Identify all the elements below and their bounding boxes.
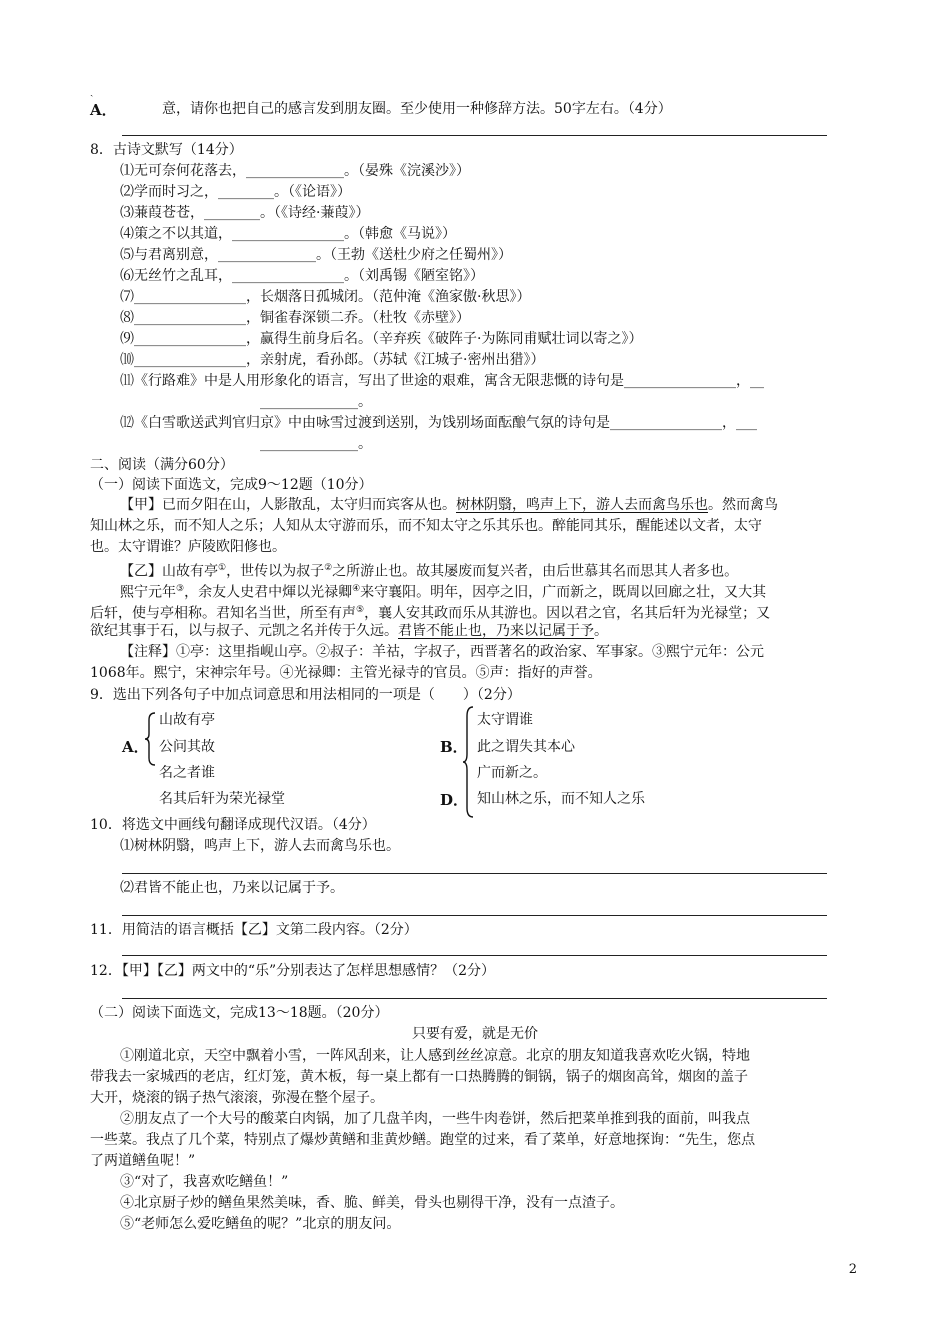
para-1-line-2: 带我去一家城西的老店，红灯笼，黄木板，每一桌上都有一口热腾腾的铜锅，锅子的烟囱高耸，烟囱的盖子	[90, 1069, 748, 1085]
q10-sentence-2: ⑵君皆不能止也，乃来以记属于予。	[120, 880, 344, 896]
footnote-ref: ②	[324, 563, 333, 573]
q10-sentence-1: ⑴树林阴翳，鸣声上下，游人去而禽鸟乐也。	[120, 838, 400, 854]
option-a-mark: A．	[90, 101, 117, 119]
q8-item-4: ⑷策之不以其道，________________。（韩愈《马说》）	[120, 226, 456, 242]
left-brace-icon	[144, 712, 156, 766]
jia-line-2: 知山林之乐，而不知人之乐；人知从太守游而乐，而不知太守之乐其乐也。醉能同其乐，醒能述以文者，太守	[90, 518, 762, 534]
yi-text: 之所游止也。故其屡废而复兴者，由后世慕其名而思其人者多也。	[332, 563, 739, 580]
q8-item-6: ⑹无丝竹之乱耳，________________。（刘禹锡《陋室铭》）	[120, 268, 484, 284]
yi-text: 欲纪其事于石，以与叔子、元凯之名并传于久远。	[90, 623, 398, 639]
q10-stem: 10．将选文中画线句翻译成现代汉语。（4分）	[90, 817, 376, 833]
q8-item-7: ⑺________________，长烟落日孤城闭。（范仲淹《渔家傲·秋思》）	[120, 289, 531, 305]
para-2-line-1: ②朋友点了一个大号的酸菜白肉锅，加了几盘羊肉，一些牛肉卷饼，然后把菜单推到我的面前，叫我点	[120, 1111, 750, 1127]
jia-line-3: 也。太守谓谁？庐陵欧阳修也。	[90, 539, 286, 555]
footnote-ref: ①	[218, 563, 227, 573]
yi-text: 来守襄阳。明年，因亭之旧，广而新之，既周以回廊之壮，又大其	[360, 584, 767, 601]
q9-c-2: 名其后轩为荣光禄堂	[159, 791, 285, 807]
answer-line	[122, 135, 827, 136]
para-5: ⑤“老师怎么爱吃鳝鱼的呢？”北京的朋友问。	[120, 1216, 401, 1232]
para-1-line-3: 大开，烧滚的锅子热气滚滚，弥漫在整个屋子。	[90, 1090, 384, 1106]
q9-d-1: 广而新之。	[477, 765, 547, 781]
q8-item-10: ⑽________________，亲射虎，看孙郎。（苏轼《江城子·密州出猎》）	[120, 352, 545, 368]
yi-underlined-sentence: 君皆不能止也，乃来以记属于予	[398, 623, 594, 639]
answer-line	[122, 915, 827, 916]
para-3: ③“对了，我喜欢吃鳝鱼！”	[120, 1174, 289, 1190]
para-2-line-3: 了两道鳝鱼呢！”	[90, 1153, 196, 1169]
q8-item-9: ⑼________________，赢得生前身后名。（辛弃疾《破阵子·为陈同甫赋壮词以寄之》）	[120, 331, 643, 347]
q9-stem: 9．选出下列各句子中加点词意思和用法相同的一项是（ ）（2分）	[90, 687, 521, 703]
note-line-2: 1068年。熙宁，宋神宗年号。④光禄卿：主管光禄寺的官员。⑤声：指好的声誉。	[90, 665, 602, 681]
para-1-line-1: ①刚道北京，天空中飘着小雪，一阵风刮来，让人感到丝丝凉意。北京的朋友知道我喜欢吃火锅，特地	[120, 1048, 750, 1064]
q7-tail-text: 意，请你也把自己的感言发到朋友圈。至少使用一种修辞方法。50字左右。（4分）	[162, 101, 672, 117]
q9-a-1-text: 山故有亭	[159, 712, 215, 728]
q9-b-2: 此之谓失其本心	[477, 739, 575, 755]
part1-title: （一）阅读下面选文，完成9～12题（10分）	[90, 477, 373, 493]
q9-option-a-label: A．	[122, 738, 149, 756]
q9-d-2: 知山林之乐，而不知人之乐	[477, 791, 645, 807]
q9-option-b-label: B．	[440, 738, 468, 756]
answer-line	[122, 955, 827, 956]
part2-title: （二）阅读下面选文，完成13～18题。（20分）	[90, 1005, 389, 1021]
yi-text: 【乙】山故有亭	[120, 563, 218, 580]
q11-stem: 11．用简洁的语言概括【乙】文第二段内容。（2分）	[90, 922, 418, 938]
q8-item-12-cont: ______________。	[260, 436, 372, 452]
stray-mark: ˏ	[90, 86, 94, 97]
para-2-line-2: 一些菜。我点了几个菜，特别点了爆炒黄鳝和韭黄炒鳝。跑堂的过来，看了菜单，好意地探询：“先生，您点	[90, 1132, 756, 1148]
yi-text: ，世传以为叔子	[226, 563, 325, 580]
q8-item-11: ⑾《行路难》中是人用形象化的语言，写出了世途的艰难，寓含无限悲慨的诗句是________________，__	[120, 373, 764, 389]
footnote-ref: ④	[352, 584, 361, 594]
q8-title: 8．古诗文默写（14分）	[90, 142, 243, 158]
yi-text: 熙宁元年	[120, 584, 176, 601]
q8-item-1: ⑴无可奈何花落去，______________。（晏殊《浣溪沙》）	[120, 163, 470, 179]
answer-line	[122, 998, 827, 999]
yi-text: ，襄人安其政而乐从其游也。因以君之官，名其后轩为光禄堂；又	[364, 605, 771, 622]
jia-text: 【甲】已而夕阳在山，人影散乱，太守归而宾客从也。	[120, 497, 456, 513]
yi-text: ，余友人史君中煇以光禄卿	[184, 584, 353, 601]
jia-text: 。然而禽鸟	[708, 497, 778, 513]
yi-text: 后轩，使与亭相称。君知名当世，所至有声	[90, 605, 356, 622]
q9-b-1: 太守谓谁	[477, 712, 533, 728]
footnote-ref: ⑤	[356, 605, 365, 615]
note-line-1: 【注释】①亭：这里指岘山亭。②叔子：羊祜，字叔子，西晋著名的政治家、军事家。③熙宁元年：公元	[120, 644, 764, 660]
q8-item-12: ⑿《白雪歌送武判官归京》中由咏雪过渡到送别，为饯别场面酝酿气氛的诗句是________________，___	[120, 415, 757, 431]
q8-item-11-cont: ______________。	[260, 394, 372, 410]
jia-line-1	[120, 495, 778, 515]
q8-item-2: ⑵学而时习之，________。（《论语》）	[120, 184, 351, 200]
q9-a-2: 公问其故	[159, 739, 215, 755]
page-number: 2	[848, 1262, 857, 1277]
q8-item-3: ⑶蒹葭苍苍，________。（《诗经·蒹葭》）	[120, 205, 370, 221]
section-title: 二、阅读（满分60分）	[90, 457, 234, 473]
para-4: ④北京厨子炒的鳝鱼果然美味，香、脆、鲜美，骨头也剔得干净，没有一点渣子。	[120, 1195, 624, 1211]
q9-option-d-label: D．	[440, 791, 469, 809]
q9-c-1: 名之者谁	[159, 765, 215, 781]
article-title: 只要有爱，就是无价	[412, 1026, 538, 1042]
yi-text: 。	[594, 623, 608, 639]
jia-underlined-sentence: 树林阴翳，鸣声上下，游人去而禽鸟乐也	[456, 497, 708, 513]
q12-stem: 12．【甲】【乙】两文中的“乐”分别表达了怎样思想感情？（2分）	[90, 963, 496, 979]
q8-item-5: ⑸与君离别意，______________。（王勃《送杜少府之任蜀州》）	[120, 247, 512, 263]
footnote-ref: ③	[176, 584, 185, 594]
yi-line-4	[90, 621, 608, 641]
q9-a-1	[159, 710, 215, 730]
answer-line	[122, 873, 827, 874]
q8-item-8: ⑻________________，铜雀春深锁二乔。（杜牧《赤壁》）	[120, 310, 470, 326]
